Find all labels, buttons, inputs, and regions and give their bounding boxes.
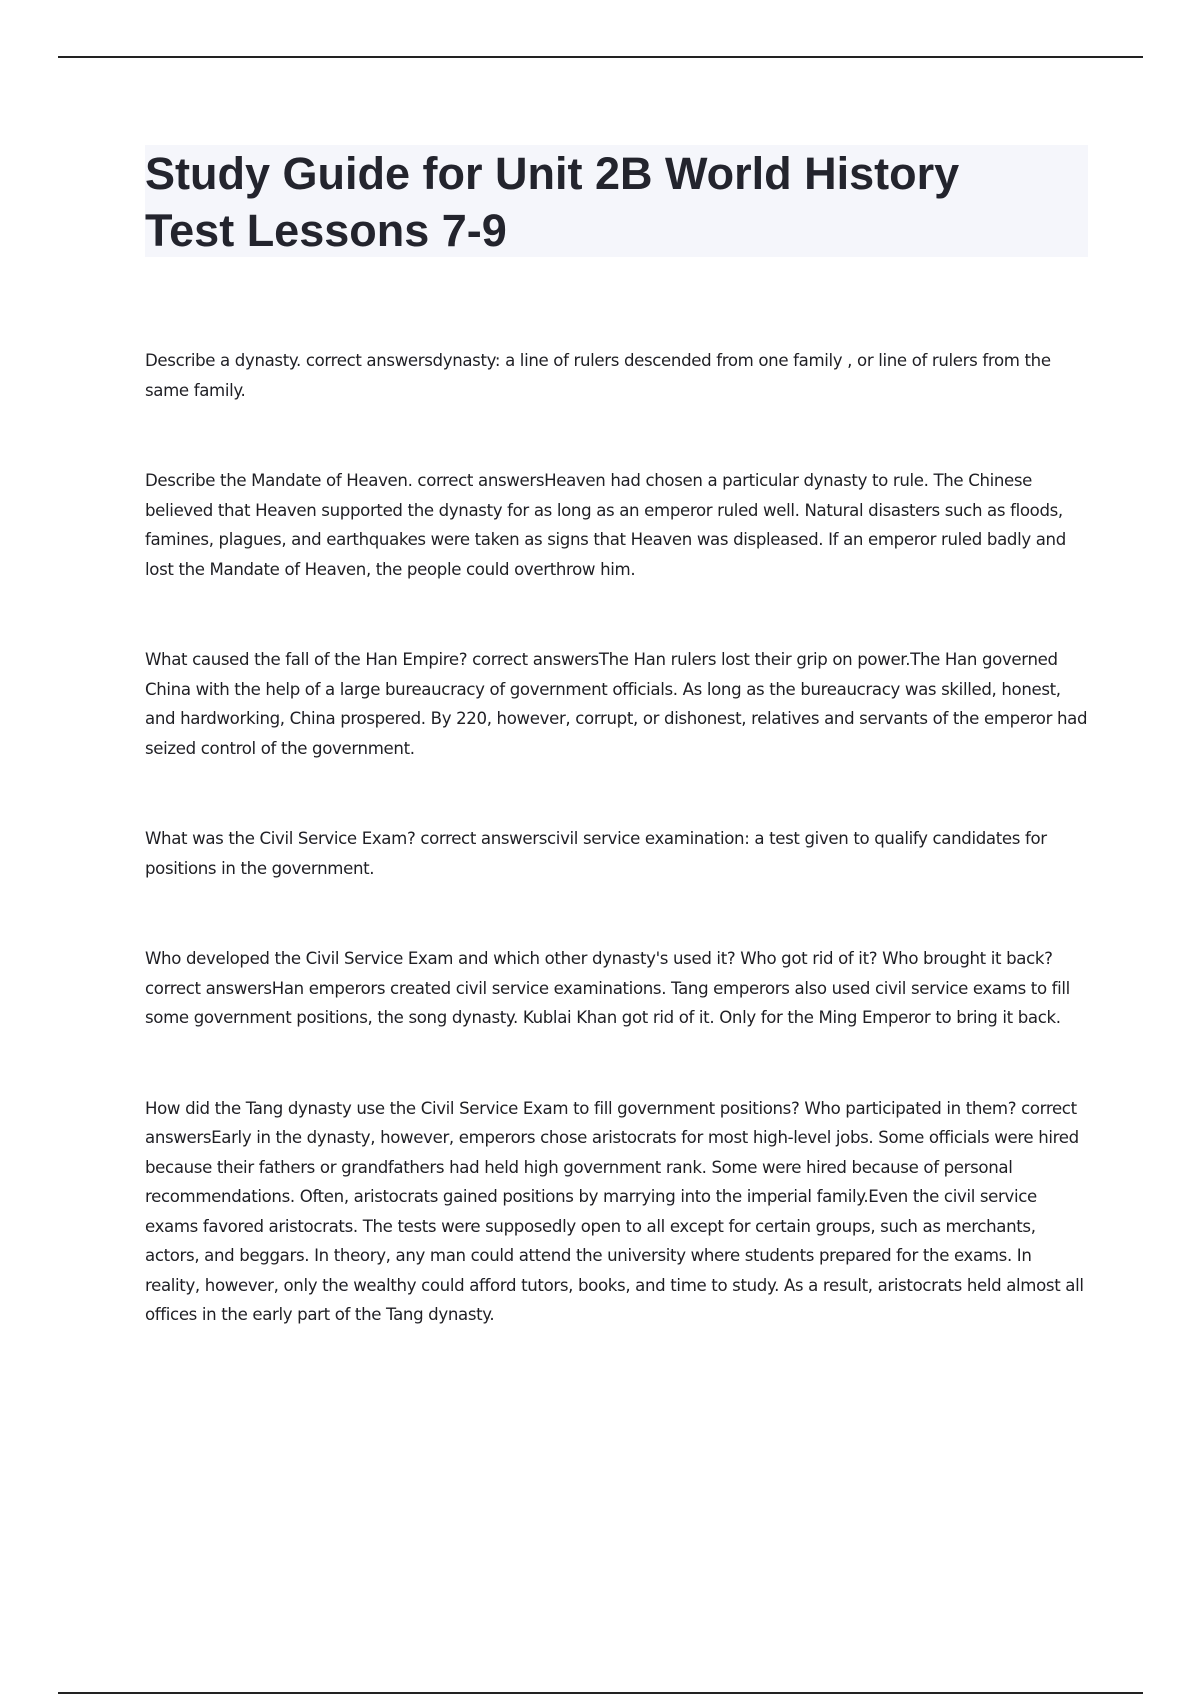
title-line-2: Test Lessons 7-9 — [145, 205, 507, 256]
qa-item-fall-of-han: What caused the fall of the Han Empire? correct answersThe Han rulers lost their grip on power.The Han governed China with the help of a large bureaucracy of government officials. As long as the bureaucracy was skilled, honest, and hardworking, China prospered. By 220, however, corrupt, or dishonest, relatives and servants of the emperor had seized control of the government. — [145, 650, 1088, 758]
qa-item-dynasty: Describe a dynasty. correct answersdynasty: a line of rulers descended from one family , or line of rulers from the same family. — [145, 351, 1051, 400]
top-divider — [58, 56, 1143, 58]
bottom-divider — [58, 1692, 1143, 1694]
qa-item-tang-exams: How did the Tang dynasty use the Civil Service Exam to fill government positions? Who participated in them? correct answersEarly in the dynasty, however, emperors chose aristocrats for most high-level jobs. Some officials were hired because their fathers or grandfathers had held high government rank. Some were hired because of personal recommendations. Often, aristocrats gained positions by marrying into the imperial family.Even the civil service exams favored aristocrats. The tests were supposedly open to all except for certain groups, such as merchants, actors, and beggars. In theory, any man could attend the university where students prepared for the exams. In reality, however, only the wealthy could afford tutors, books, and time to study. As a result, aristocrats held almost all offices in the early part of the Tang dynasty. — [145, 1098, 1084, 1324]
qa-item-exam-history: Who developed the Civil Service Exam and which other dynasty's used it? Who got rid of it? Who brought it back? correct answersHan emperors created civil service examinations. Tang emperors also used civil service exams to fill some government positions, the song dynasty. Kublai Khan got rid of it. Only for the Ming Emperor to bring it back. — [145, 949, 1070, 1027]
qa-list — [145, 346, 1090, 1330]
qa-item-civil-service-exam: What was the Civil Service Exam? correct answerscivil service examination: a test given to qualify candidates for positions in the government. — [145, 829, 1047, 878]
title-block — [145, 145, 1088, 257]
title-line-1: Study Guide for Unit 2B World History — [145, 148, 960, 199]
page-title — [145, 145, 1085, 259]
qa-item-mandate-of-heaven: Describe the Mandate of Heaven. correct answersHeaven had chosen a particular dynasty to rule. The Chinese believed that Heaven supported the dynasty for as long as an emperor ruled well. Natural disasters such as floods, famines, plagues, and earthquakes were taken as signs that Heaven was displeased. If an emperor ruled badly and lost the Mandate of Heaven, the people could overthrow him. — [145, 471, 1066, 579]
